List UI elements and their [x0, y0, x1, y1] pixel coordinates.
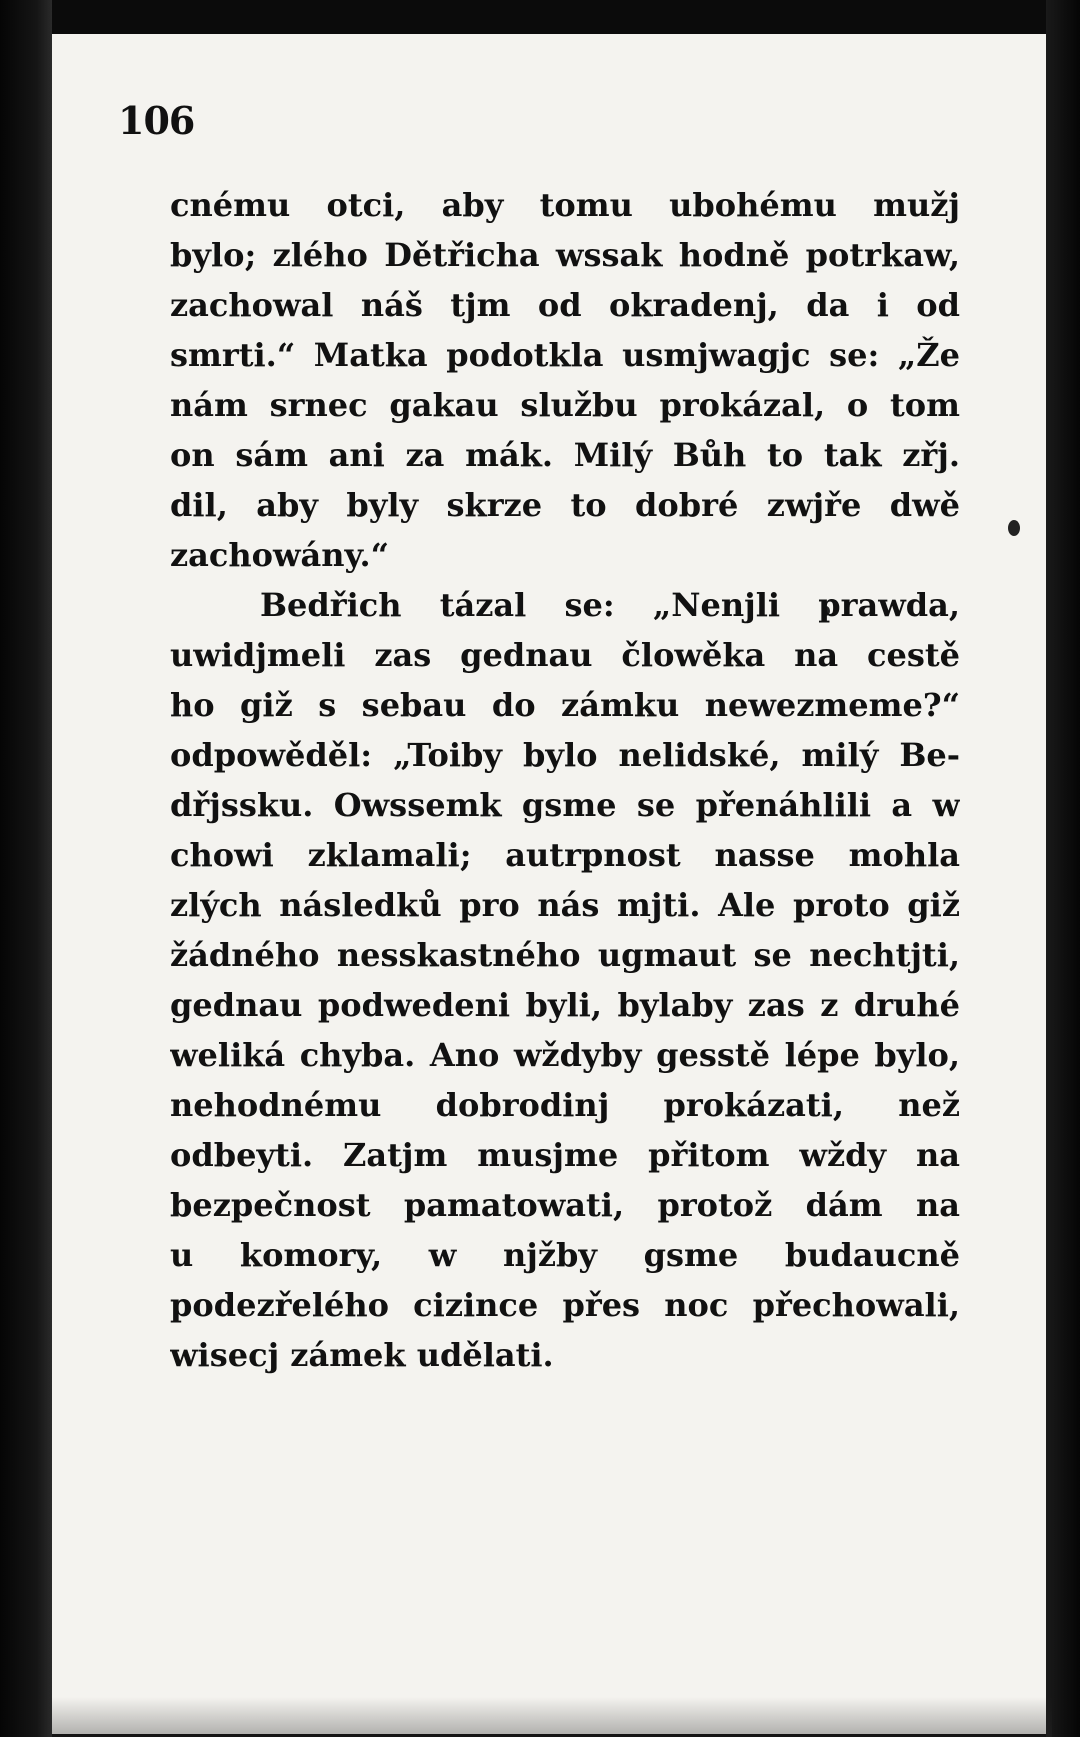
text-line: dřjssku. Owssemk gsme se přenáhlili a w [170, 786, 960, 824]
text-line: bylo; zlého Dětřicha wssak hodně potrkaw, [170, 236, 960, 274]
text-line: nehodnému dobrodinj prokázati, než [170, 1086, 960, 1124]
text-line: zlých následků pro nás mjti. Ale proto giž [170, 886, 960, 924]
book-spine-shadow [0, 0, 52, 1737]
text-line: odpowěděl: „Toiby bylo nelidské, milý Be- [170, 736, 960, 774]
text-line: odbeyti. Zatjm musjme přitom wždy na [170, 1136, 960, 1174]
text-line: u komory, w njžby gsme budaucně [170, 1236, 960, 1274]
text-line: uwidjmeli zas gednau člowěka na cestě [170, 636, 960, 674]
text-line: gednau podwedeni byli, bylaby zas z druhé [170, 986, 960, 1024]
bottom-edge-smudge [52, 1697, 1052, 1737]
text-line: cnému otci, aby tomu ubohému mužj [170, 186, 960, 224]
text-line: žádného nesskastného ugmaut se nechtjti, [170, 936, 960, 974]
text-line: podezřelého cizince přes noc přechowali, [170, 1286, 960, 1324]
text-line: nám srnec gakau službu prokázal, o tom [170, 386, 960, 424]
text-line: chowi zklamali; autrpnost nasse mohla [170, 836, 960, 874]
text-line: on sám ani za mák. Milý Bůh to tak zřj. [170, 436, 960, 474]
text-line: zachowány.“ [170, 536, 390, 574]
ink-speck [1008, 520, 1020, 536]
body-text [170, 180, 960, 1380]
text-line: ho giž s sebau do zámku newezmeme?“ [170, 686, 960, 724]
text-line: dil, aby byly skrze to dobré zwjře dwě [170, 486, 960, 524]
text-line: Bedřich tázal se: „Nenjli prawda, [260, 586, 960, 624]
text-line: smrti.“ Matka podotkla usmjwagjc se: „Že [170, 336, 960, 374]
text-line: zachowal náš tjm od okradenj, da i od [170, 286, 960, 324]
text-line: wisecj zámek udělati. [170, 1336, 554, 1374]
page-edge-shadow [1046, 0, 1080, 1737]
page-number: 106 [118, 98, 195, 143]
text-line: bezpečnost pamatowati, protož dám na [170, 1186, 960, 1224]
text-line: weliká chyba. Ano wždyby gesstě lépe bylo, [170, 1036, 960, 1074]
